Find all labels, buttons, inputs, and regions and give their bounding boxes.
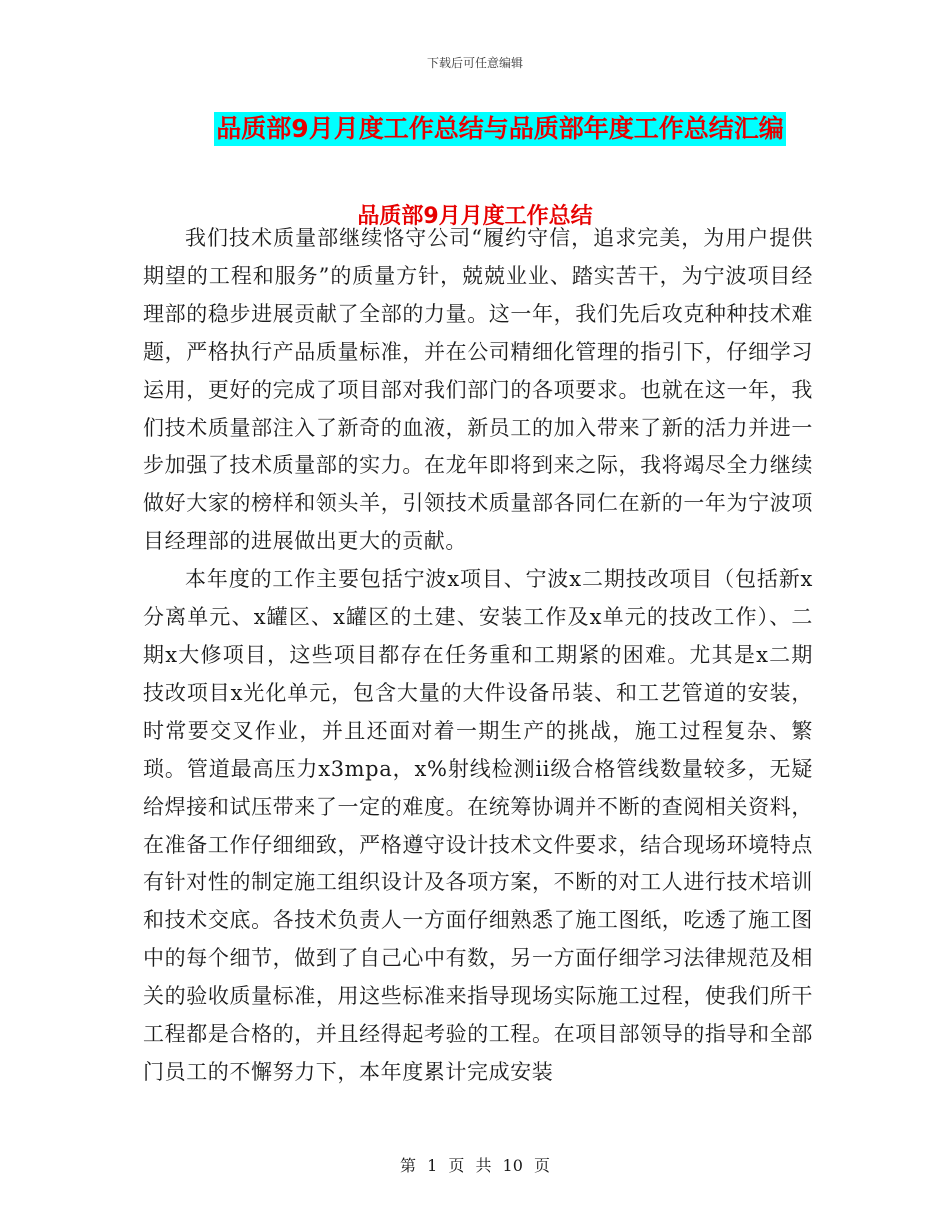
main-title-container xyxy=(0,112,950,146)
paragraph-1: 我们技术质量部继续恪守公司“履约守信，追求完美，为用户提供期望的工程和服务”的质量方针，兢兢业业、踏实苦干，为宁波项目经理部的稳步进展贡献了全部的力量。这一年，我们先后攻克种种技术难题，严格执行产品质量标准，并在公司精细化管理的指引下，仔细学习运用，更好的完成了项目部对我们部门的各项要求。也就在这一年，我们技术质量部注入了新奇的血液，新员工的加入带来了新的活力并进一步加强了技术质量部的实力。在龙年即将到来之际，我将竭尽全力继续做好大家的榜样和领头羊，引领技术质量部各同仁在新的一年为宁波项目经理部的进展做出更大的贡献。 xyxy=(143,226,813,554)
main-title: 品质部9月月度工作总结与品质部年度工作总结汇编 xyxy=(214,112,785,146)
header-note: 下载后可任意编辑 xyxy=(426,56,523,70)
page-footer: 第 1 页 共 10 页 xyxy=(400,1156,550,1175)
body-text xyxy=(143,220,813,1092)
section-title: 品质部9月月度工作总结 xyxy=(357,204,593,229)
paragraph-2: 本年度的工作主要包括宁波x项目、宁波x二期技改项目（包括新x分离单元、x罐区、x罐区的土建、安装工作及x单元的技改工作）、二期x大修项目，这些项目都存在任务重和工期紧的困难。尤其是x二期技改项目x光化单元，包含大量的大件设备吊装、和工艺管道的安装，时常要交叉作业，并且还面对着一期生产的挑战，施工过程复杂、繁琐。管道最高压力x3mpa，x%射线检测ii级合格管线数量较多，无疑给焊接和试压带来了一定的难度。在统筹协调并不断的查阅相关资料，在准备工作仔细细致，严格遵守设计技术文件要求，结合现场环境特点有针对性的制定施工组织设计及各项方案，不断的对工人进行技术培训和技术交底。各技术负责人一方面仔细熟悉了施工图纸，吃透了施工图中的每个细节，做到了自己心中有数，另一方面仔细学习法律规范及相关的验收质量标准，用这些标准来指导现场实际施工过程，使我们所干工程都是合格的，并且经得起考验的工程。在项目部领导的指导和全部门员工的不懈努力下，本年度累计完成安装 xyxy=(143,567,813,1084)
